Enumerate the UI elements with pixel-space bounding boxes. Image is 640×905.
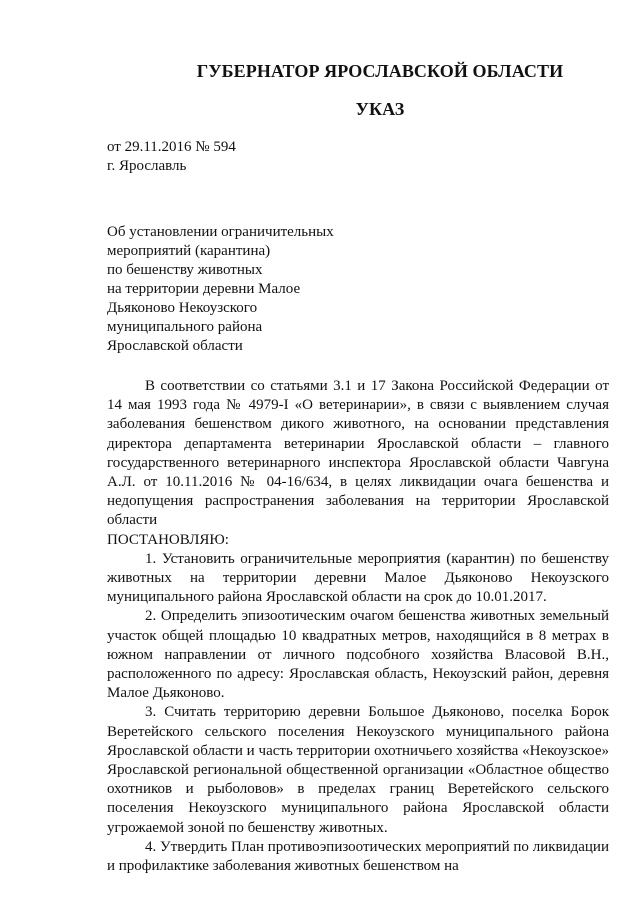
decree-item-3: 3. Считать территорию деревни Большое Дьяконово, поселка Борок Веретейского сельского поселения Некоузского муниципального района Ярославской области и часть территории охотничьего хозяйства «Некоузское» Ярославской региональной общественной организации «Областное общество охотников и рыболовов» в пределах границ Веретейского сельского поселения Некоузского муниципального района Ярославской области угрожаемой зоной по бешенству животных.: [107, 704, 609, 836]
decree-item-2: 2. Определить эпизоотическим очагом бешенства животных земельный участок общей площадью 10 квадратных метров, находящийся в 8 метрах в южном направлении от личного подсобного хозяйства Власовой В.Н., расположенного по адресу: Ярославская область, Некоузский район, деревня Малое Дьяконово.: [107, 608, 609, 702]
subject-line: по бешенству животных: [107, 262, 263, 278]
date-and-number: от 29.11.2016 № 594: [107, 139, 236, 155]
subject-line: на территории деревни Малое: [107, 281, 301, 297]
subject-line: Дьяконово Некоузского: [107, 300, 258, 316]
preamble-paragraph: В соответствии со статьями 3.1 и 17 Закона Российской Федерации от 14 мая 1993 года № 4979-I «О ветеринарии», в связи с выявлением случая заболевания бешенством дикого животного, на основании представления директора департамента ветеринарии Ярославской области – главного государственного ветеринарного инспектора Ярославской области Чавгуна А.Л. от 10.11.2016 № 04-16/634, в целях ликвидации очага бешенства и недопущения распространения заболевания на территории Ярославской области: [107, 378, 609, 529]
subject-line: Ярославской области: [107, 338, 243, 354]
place-of-issue: г. Ярославль: [107, 158, 187, 174]
document-type-title: УКАЗ: [355, 99, 405, 119]
document-subject: [107, 223, 334, 356]
subject-line: Об установлении ограничительных: [107, 224, 334, 240]
issuing-authority-title: ГУБЕРНАТОР ЯРОСЛАВСКОЙ ОБЛАСТИ: [196, 61, 564, 81]
decree-word: ПОСТАНОВЛЯЮ:: [107, 531, 229, 548]
decree-item-1: 1. Установить ограничительные мероприятия (карантин) по бешенству животных на территории деревни Малое Дьяконово Некоузского муниципального района Ярославской области на срок до 10.01.2017.: [107, 550, 609, 606]
decree-item-4: 4. Утвердить План противоэпизоотических мероприятий по ликвидации и профилактике заболевания животных бешенством на: [107, 838, 609, 875]
subject-line: муниципального района: [107, 319, 263, 335]
document-body: [107, 377, 609, 876]
subject-line: мероприятий (карантина): [107, 243, 271, 259]
